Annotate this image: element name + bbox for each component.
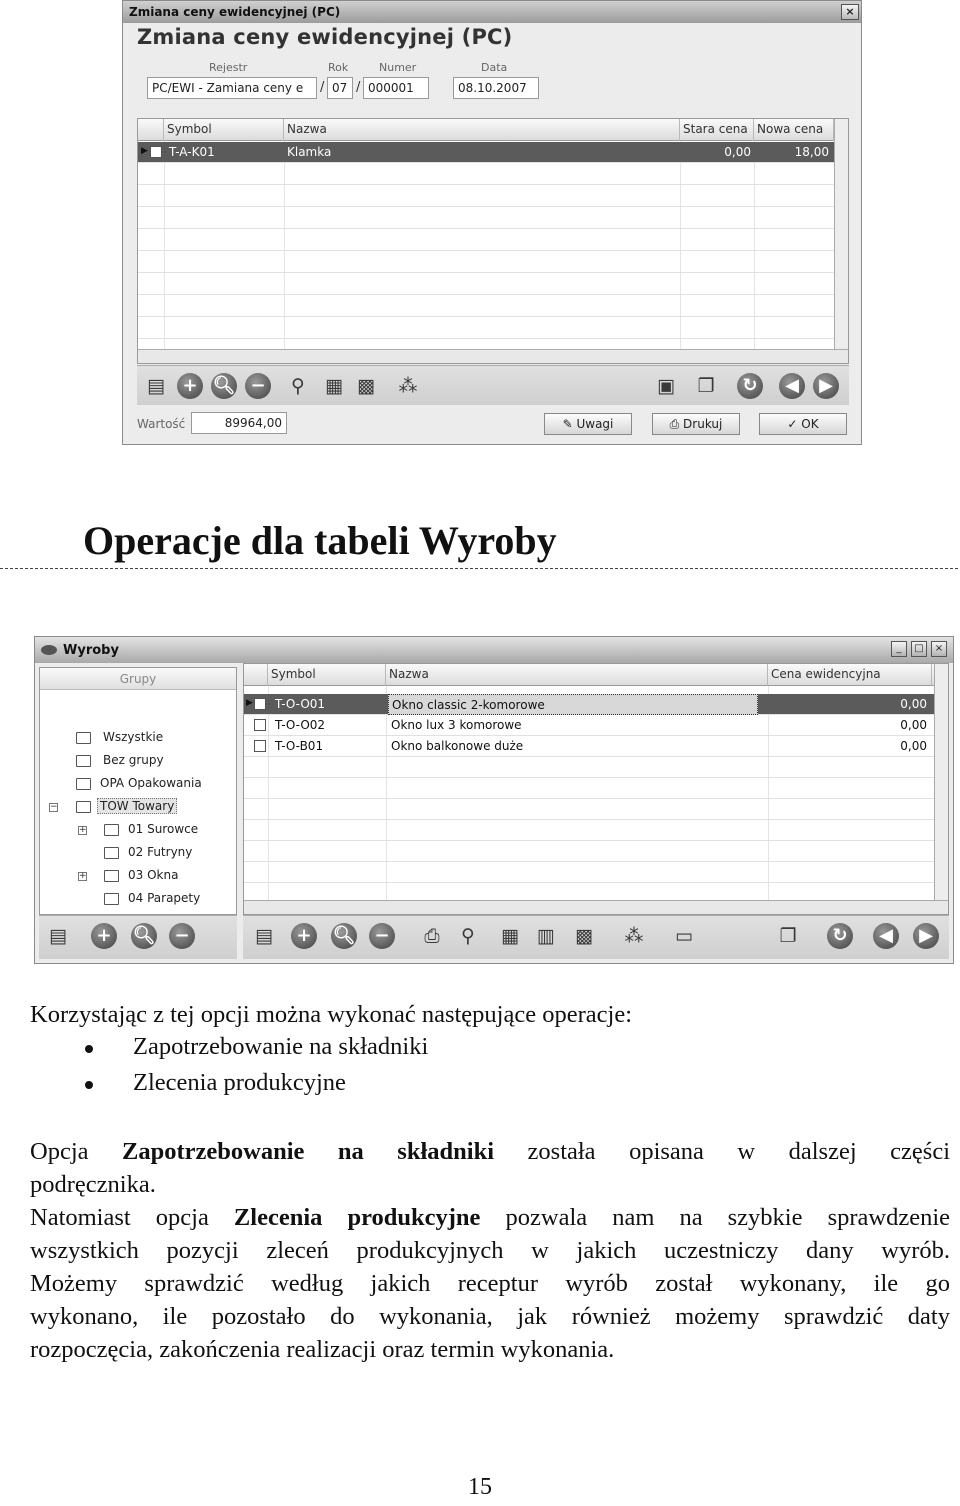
columns-icon[interactable]: ▦ <box>325 375 343 397</box>
previous-icon[interactable]: ◀ <box>873 923 899 949</box>
window-title: Wyroby <box>63 642 119 658</box>
row-pointer-icon: ▶ <box>246 698 253 708</box>
folder-icon <box>104 824 119 836</box>
group-icon[interactable]: ▤ <box>255 925 273 947</box>
tree-node-parapety[interactable]: 04 Parapety <box>128 891 201 905</box>
table-row[interactable] <box>138 142 848 163</box>
products-toolbar <box>243 915 949 959</box>
group-icon[interactable]: ▤ <box>49 925 67 947</box>
remove-icon[interactable]: − <box>245 373 271 399</box>
column-symbol[interactable]: Symbol <box>268 664 386 686</box>
price-change-window <box>122 0 862 445</box>
add-icon[interactable]: + <box>91 923 117 949</box>
heading-divider <box>0 568 958 569</box>
table-header <box>244 664 948 686</box>
price-change-table <box>137 118 849 364</box>
value-label: Wartość <box>137 417 186 431</box>
bullet-icon <box>85 1081 93 1089</box>
bullet-icon <box>85 1045 93 1053</box>
paragraph-line: wszystkich pozycji zleceń produkcyjnych w jakich uczestniczy dany wyrób. <box>30 1237 950 1264</box>
copy-icon[interactable]: ❐ <box>779 925 797 947</box>
row-checkbox[interactable] <box>150 146 162 158</box>
expand-icon[interactable]: + <box>79 825 87 835</box>
cell-cena: 0,00 <box>900 718 927 732</box>
products-table <box>243 663 949 915</box>
expand-icon[interactable]: + <box>79 871 87 881</box>
cell-symbol: T-A-K01 <box>169 145 215 159</box>
cell-symbol: T-O-O01 <box>275 697 326 711</box>
window-titlebar <box>35 637 953 663</box>
cell-cena: 0,00 <box>900 697 927 711</box>
label-rejestr: Rejestr <box>209 61 248 74</box>
folder-icon <box>104 893 119 905</box>
tree-node-opa[interactable]: OPA Opakowania <box>100 776 202 790</box>
paragraph-line: Możemy sprawdzić według jakich receptur wyrób został wykonany, ile go <box>30 1270 950 1297</box>
separator: / <box>356 80 361 95</box>
filter-icon[interactable]: ⁂ <box>398 375 418 397</box>
minimize-button[interactable]: _ <box>891 641 907 657</box>
window-titlebar <box>123 1 861 23</box>
label-data: Data <box>481 61 508 74</box>
paragraph-line: Opcja Zapotrzebowanie na składniki została opisana w dalszej części <box>30 1138 950 1165</box>
print-button[interactable]: ⎙ Drukuj <box>652 413 740 435</box>
calculator-icon[interactable]: ▩ <box>357 375 375 397</box>
tree-node-tow[interactable]: TOW Towary <box>97 798 177 814</box>
date-field[interactable]: 08.10.2007 <box>453 77 539 99</box>
printer-icon: ⎙ <box>669 417 684 431</box>
folder-icon <box>104 870 119 882</box>
folder-icon <box>76 755 91 767</box>
column-nazwa[interactable]: Nazwa <box>386 664 768 686</box>
column-symbol[interactable]: Symbol <box>164 119 284 141</box>
rejestr-select[interactable]: PC/EWI - Zamiana ceny e <box>147 77 317 99</box>
cell-nazwa: Okno lux 3 komorowe <box>391 718 522 732</box>
close-button[interactable]: × <box>841 4 859 20</box>
remove-icon[interactable]: − <box>369 923 395 949</box>
numer-field[interactable]: 000001 <box>363 77 429 99</box>
chart-icon[interactable]: ▥ <box>537 925 555 947</box>
folder-icon <box>76 778 91 790</box>
tree-node-no-group[interactable]: Bez grupy <box>103 753 164 767</box>
columns-icon[interactable]: ▦ <box>501 925 519 947</box>
group-icon[interactable]: ▤ <box>147 375 165 397</box>
separator: / <box>320 80 325 95</box>
zoom-icon[interactable]: 🔍︎ <box>131 923 157 949</box>
collapse-icon[interactable]: − <box>50 802 58 812</box>
zoom-icon[interactable]: 🔍︎ <box>211 373 237 399</box>
next-icon[interactable]: ▶ <box>913 923 939 949</box>
folder-icon <box>76 801 91 813</box>
column-nowa-cena[interactable]: Nowa cena <box>754 119 834 141</box>
table-toolbar <box>137 365 849 405</box>
add-icon[interactable]: + <box>177 373 203 399</box>
table-row[interactable] <box>244 715 948 736</box>
list-item: Zlecenia produkcyjne <box>133 1069 346 1096</box>
page-number: 15 <box>468 1474 492 1500</box>
row-checkbox[interactable] <box>254 719 266 731</box>
cell-nazwa: Klamka <box>287 145 332 159</box>
next-icon[interactable]: ▶ <box>813 373 839 399</box>
table-header <box>138 119 848 141</box>
horizontal-scrollbar[interactable] <box>244 900 948 914</box>
cell-nowa-cena: 18,00 <box>794 145 829 159</box>
form-heading: Zmiana ceny ewidencyjnej (PC) <box>137 25 513 49</box>
cell-symbol: T-O-O02 <box>275 718 326 732</box>
paragraph-line: podręcznika. <box>30 1171 156 1198</box>
tree-node-surowce[interactable]: 01 Surowce <box>128 822 199 836</box>
notes-button[interactable]: ✎ Uwagi <box>544 413 632 435</box>
label-numer: Numer <box>379 61 417 74</box>
calculator-icon[interactable]: ▩ <box>575 925 593 947</box>
rok-field[interactable]: 07 <box>327 77 353 99</box>
binoculars-icon[interactable]: ⚲ <box>291 375 305 397</box>
vertical-scrollbar[interactable] <box>834 119 848 363</box>
section-heading: Operacje dla tabeli Wyroby <box>83 518 557 563</box>
add-icon[interactable]: + <box>291 923 317 949</box>
refresh-icon[interactable]: ↻ <box>827 923 853 949</box>
intro-text: Korzystając z tej opcji można wykonać następujące operacje: <box>30 1001 633 1028</box>
row-checkbox[interactable] <box>254 740 266 752</box>
close-button[interactable]: × <box>931 641 947 657</box>
products-window <box>34 636 954 964</box>
cell-nazwa: Okno balkonowe duże <box>391 739 524 753</box>
column-nazwa[interactable]: Nazwa <box>284 119 680 141</box>
save-icon[interactable]: ▣ <box>657 375 675 397</box>
window-title: Zmiana ceny ewidencyjnej (PC) <box>129 5 341 19</box>
groups-tree <box>39 667 237 915</box>
cell-symbol: T-O-B01 <box>275 739 324 753</box>
tree-header: Grupy <box>40 668 236 690</box>
paragraph-line: rozpoczęcia, zakończenia realizacji oraz termin wykonania. <box>30 1336 615 1363</box>
vertical-scrollbar[interactable] <box>934 664 948 914</box>
paragraph-line: wykonano, ile pozostało do wykonania, jak również możemy sprawdzić daty <box>30 1303 950 1330</box>
groups-toolbar <box>39 915 237 959</box>
tree-node-okna[interactable]: 03 Okna <box>128 868 179 882</box>
list-item: Zapotrzebowanie na składniki <box>133 1033 429 1060</box>
window-icon <box>41 645 57 655</box>
copy-icon[interactable]: ❐ <box>697 375 715 397</box>
printer-icon[interactable]: ⎙ <box>424 925 440 947</box>
refresh-icon[interactable]: ↻ <box>737 373 763 399</box>
cell-stara-cena: 0,00 <box>724 145 751 159</box>
previous-icon[interactable]: ◀ <box>779 373 805 399</box>
column-stara-cena[interactable]: Stara cena <box>680 119 754 141</box>
tree-node-all[interactable]: Wszystkie <box>103 730 164 744</box>
value-field: 89964,00 <box>191 412 287 434</box>
row-checkbox[interactable] <box>254 698 266 710</box>
table-row[interactable] <box>244 736 948 757</box>
folder-icon <box>76 732 91 744</box>
filter-icon[interactable]: ⁂ <box>624 925 644 947</box>
cell-cena: 0,00 <box>900 739 927 753</box>
zoom-icon[interactable]: 🔍︎ <box>331 923 357 949</box>
cell-nazwa: Okno classic 2-komorowe <box>388 694 758 715</box>
table-row[interactable] <box>244 694 948 715</box>
folder-action-icon[interactable]: ▭ <box>675 925 693 947</box>
tree-node-futryny[interactable]: 02 Futryny <box>128 845 193 859</box>
folder-icon <box>104 847 119 859</box>
label-rok: Rok <box>328 61 349 74</box>
paragraph-line: Natomiast opcja Zlecenia produkcyjne pozwala nam na szybkie sprawdzenie <box>30 1204 951 1231</box>
maximize-button[interactable]: □ <box>911 641 927 657</box>
remove-icon[interactable]: − <box>169 923 195 949</box>
ok-button[interactable]: ✓ OK <box>759 413 847 435</box>
notes-icon: ✎ <box>562 417 577 431</box>
row-pointer-icon: ▶ <box>141 146 148 156</box>
column-cena[interactable]: Cena ewidencyjna <box>768 664 932 686</box>
binoculars-icon[interactable]: ⚲ <box>461 925 475 947</box>
checkmark-icon: ✓ <box>787 417 802 431</box>
horizontal-scrollbar[interactable] <box>138 349 848 363</box>
